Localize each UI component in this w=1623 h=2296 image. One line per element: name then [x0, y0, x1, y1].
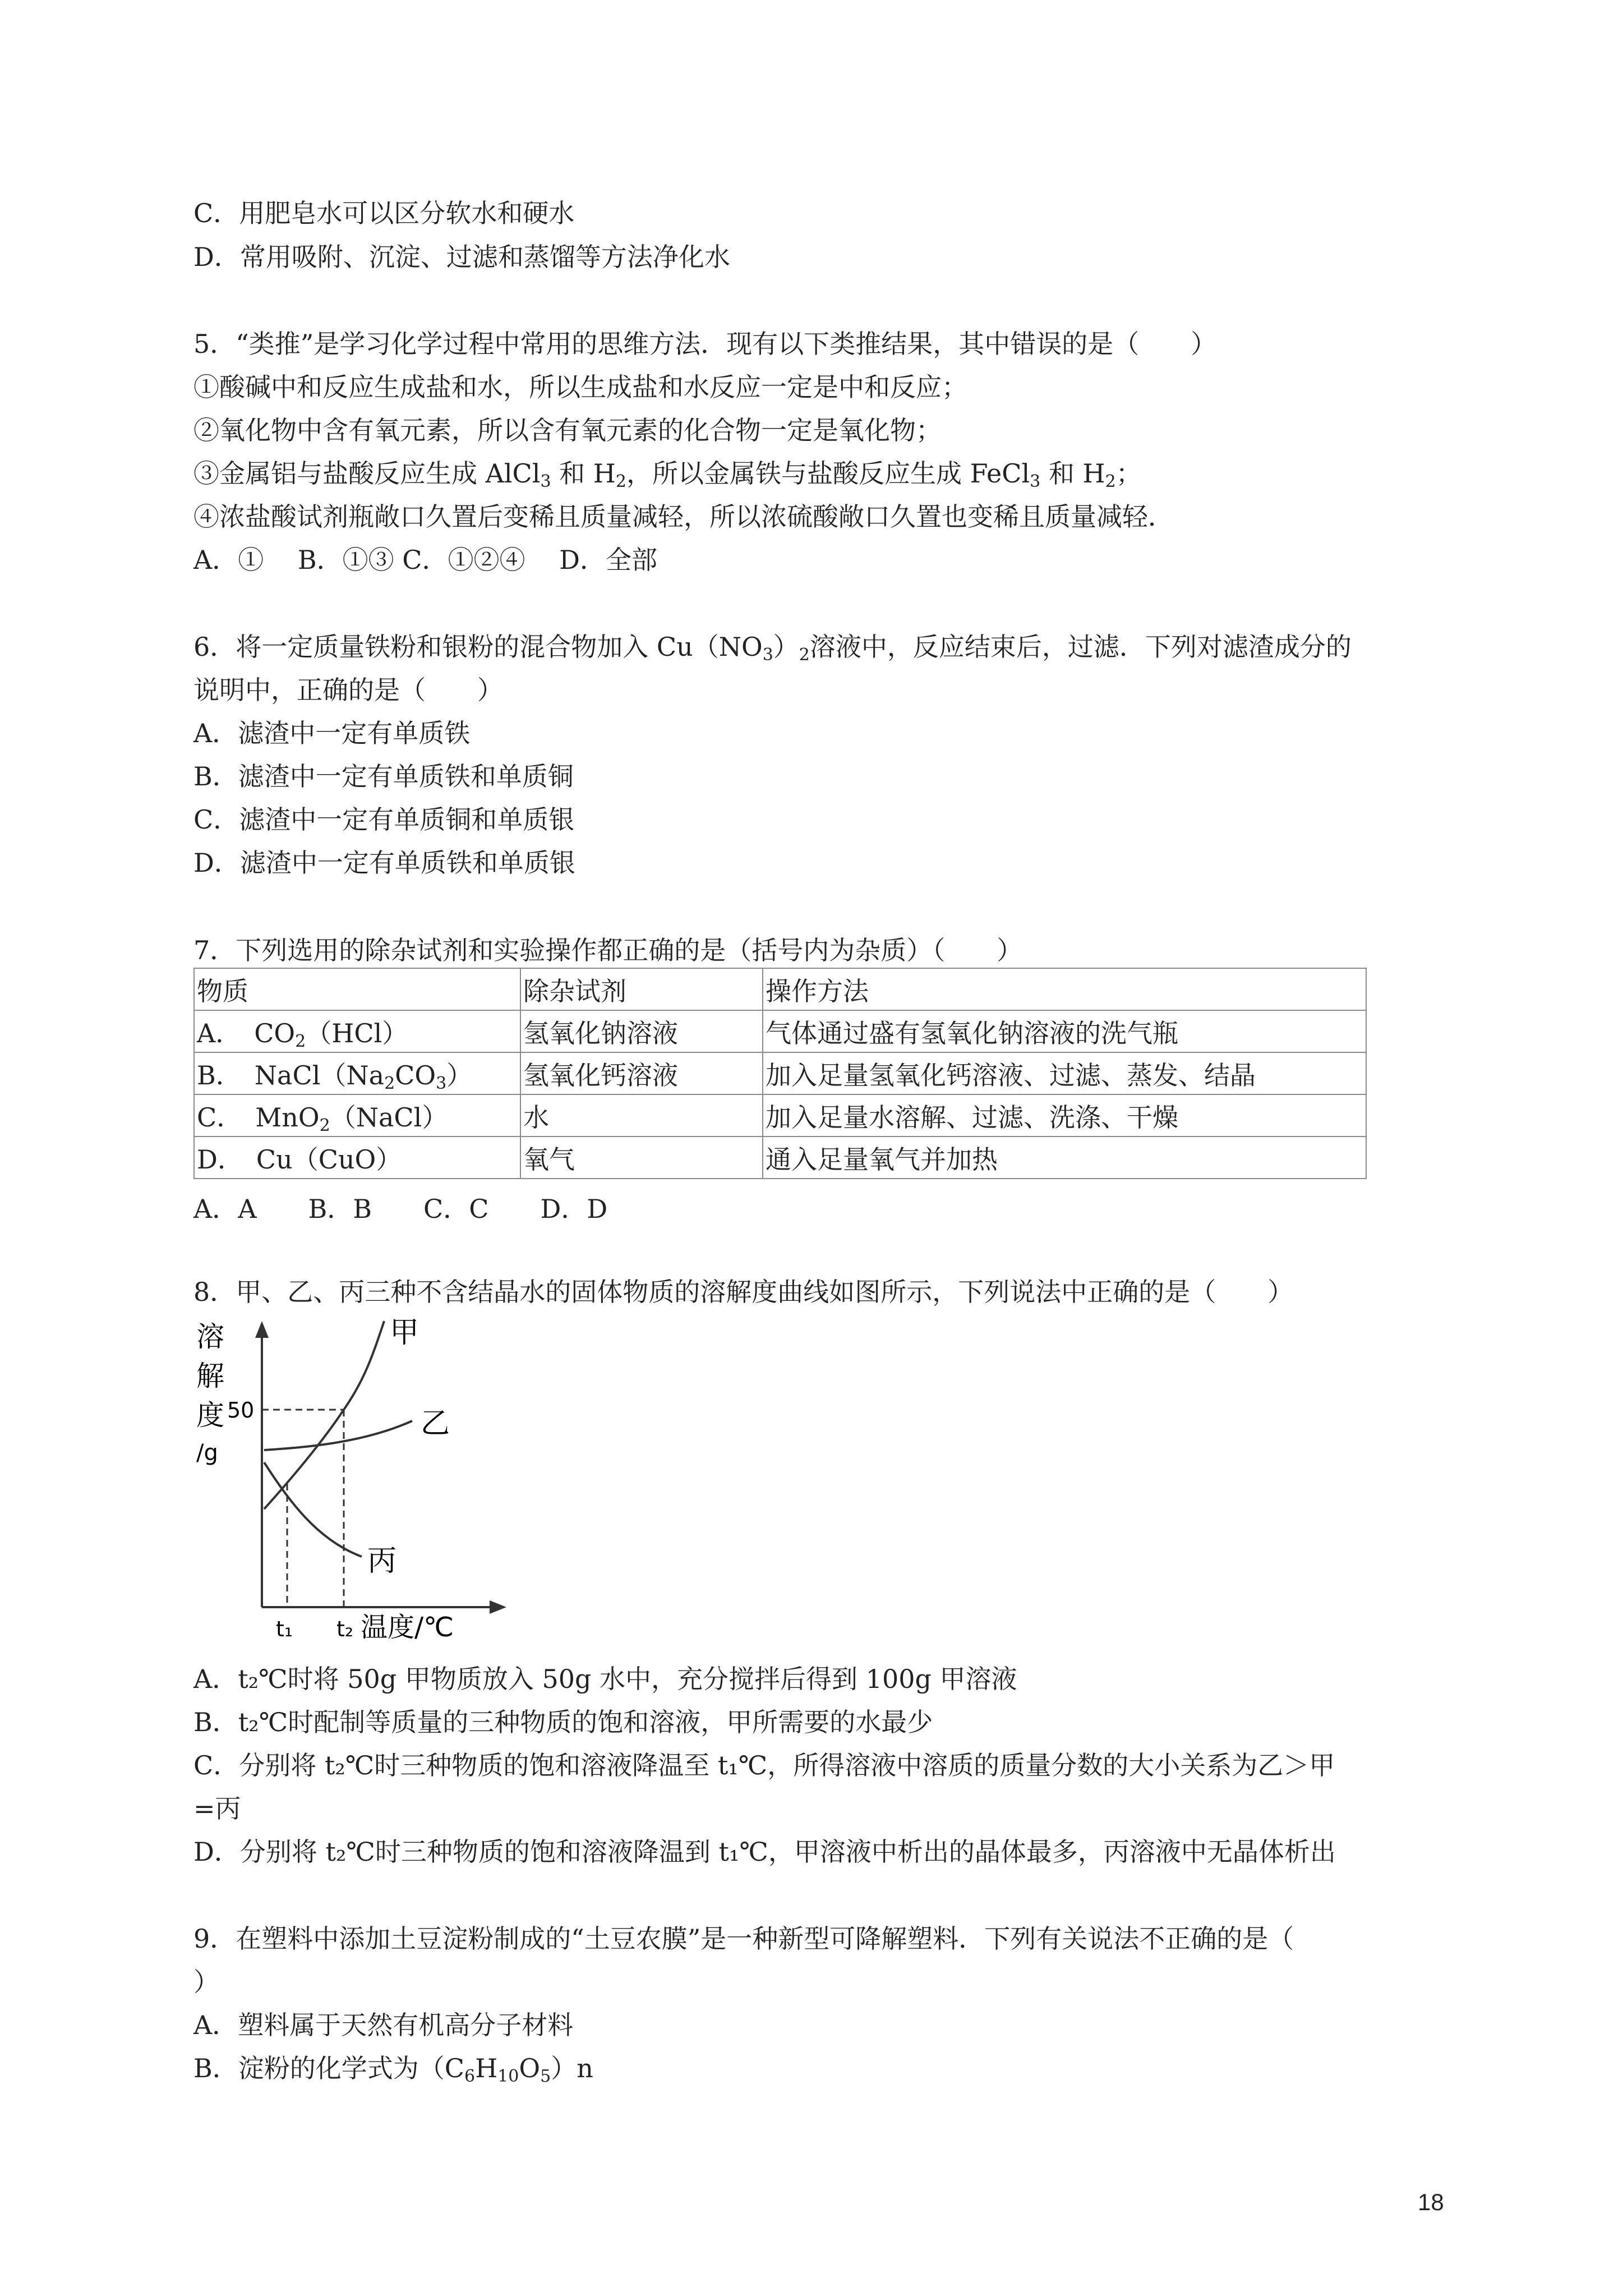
q9-option-b: B．淀粉的化学式为$(C_6H_{10}O_5)n$	[193, 2053, 593, 2086]
table-row	[194, 1010, 1366, 1052]
table-cell-substance: A． $CO_2(HCl)$	[194, 1010, 520, 1052]
table-header-cell: 操作方法	[763, 968, 1366, 1010]
y-label-char-2: 解	[196, 1360, 224, 1392]
table-cell-reagent: 氧气	[520, 1137, 763, 1179]
q6-option-a: A．滤渣中一定有单质铁	[193, 718, 471, 748]
table-cell-substance: C． MnO$_2$（NaCl）	[194, 1094, 520, 1137]
table-header-cell: 除杂试剂	[520, 968, 763, 1010]
q7-table	[193, 968, 1367, 1179]
q9-stem: 9．在塑料中添加土豆淀粉制成的“土豆农膜”是一种新型可降解塑料．下列有关说法不正确的是（	[193, 1924, 1294, 1954]
table-cell-method: 气体通过盛有氢氧化钠溶液的洗气瓶	[763, 1010, 1366, 1052]
q6-stem-line2: 说明中，正确的是（ ）	[193, 675, 503, 705]
y-tick-label: 50	[227, 1398, 255, 1423]
table-cell-method: 通入足量氧气并加热	[763, 1137, 1366, 1179]
table-cell-substance: D． Cu（CuO）	[194, 1137, 520, 1179]
page-number: 18	[1418, 2189, 1444, 2215]
q5-stem: 5．“类推”是学习化学过程中常用的思维方法．现有以下类推结果，其中错误的是（ ）	[193, 329, 1217, 359]
q4-option-c: C．用肥皂水可以区分软水和硬水	[193, 198, 575, 228]
q9-stem-cont: ）	[193, 1967, 219, 1997]
table-cell-reagent: 氢氧化钙溶液	[520, 1052, 763, 1094]
x-tick-label-t2: t₂	[336, 1617, 354, 1641]
x-tick-label-t1: t₁	[276, 1617, 293, 1641]
q6-option-b: B．滤渣中一定有单质铁和单质铜	[193, 761, 574, 792]
series-label-yi: 乙	[421, 1407, 450, 1441]
y-label-char-1: 溶	[196, 1320, 224, 1353]
q5-statement-1: ①酸碱中和反应生成盐和水，所以生成盐和水反应一定是中和反应；	[193, 372, 967, 402]
table-cell-method: 加入足量氢氧化钙溶液、过滤、蒸发、结晶	[763, 1052, 1366, 1094]
q6-option-c: C．滤渣中一定有单质铜和单质银	[193, 804, 575, 835]
q5-statement-4: ④浓盐酸试剂瓶敞口久置后变稀且质量减轻，所以浓硫酸敞口久置也变稀且质量减轻．	[193, 501, 1174, 532]
table-cell-reagent: 氢氧化钠溶液	[520, 1010, 763, 1052]
q5-statement-2: ②氧化物中含有氧元素，所以含有氧元素的化合物一定是氧化物；	[193, 415, 942, 445]
q7-options: A．A B．B C．C D．D	[193, 1194, 608, 1224]
series-label-jia: 甲	[390, 1316, 419, 1350]
q8-option-c-cont: =丙	[193, 1793, 241, 1824]
series-label-bing: 丙	[367, 1544, 397, 1578]
q8-option-b: B．t₂℃时配制等质量的三种物质的饱和溶液，甲所需要的水最少	[193, 1707, 933, 1737]
q9-option-a: A．塑料属于天然有机高分子材料	[193, 2010, 574, 2040]
q8-option-d: D．分别将 t₂℃时三种物质的饱和溶液降温到 t₁℃，甲溶液中析出的晶体最多，丙溶液中无晶体析出	[193, 1837, 1336, 1867]
y-label-char-3: 度	[196, 1399, 224, 1432]
q8-option-a: A．t₂℃时将 50g 甲物质放入 50g 水中，充分搅拌后得到 100g 甲溶液	[193, 1664, 1017, 1694]
solubility-chart	[193, 1315, 513, 1646]
table-row	[194, 1094, 1366, 1137]
chart-background	[193, 1315, 513, 1646]
q8-option-c: C．分别将 t₂℃时三种物质的饱和溶液降温至 t₁℃，所得溶液中溶质的质量分数的大小关系为乙＞甲	[193, 1750, 1335, 1780]
table-cell-substance: B． $NaCl(Na_2CO_3)$	[194, 1052, 520, 1094]
table-row	[194, 1137, 1366, 1179]
q7-stem: 7．下列选用的除杂试剂和实验操作都正确的是（括号内为杂质）（ ）	[193, 935, 1023, 965]
y-label-char-4: /g	[196, 1440, 218, 1466]
q6-stem: 6．将一定质量铁粉和银粉的混合物加入 $Cu(NO_3)_2$溶液中，反应结束后，过滤．下列对滤渣成分的	[193, 632, 1352, 665]
table-cell-reagent: 水	[520, 1094, 763, 1137]
q5-options: A．① B．①③ C．①②④ D．全部	[193, 545, 657, 575]
table-cell-method: 加入足量水溶解、过滤、洗涤、干燥	[763, 1094, 1366, 1137]
table-header-cell: 物质	[194, 968, 520, 1010]
q6-option-d: D．滤渣中一定有单质铁和单质银	[193, 848, 575, 878]
x-axis-label: 温度/℃	[361, 1612, 454, 1643]
table-row	[194, 1052, 1366, 1094]
q5-statement-3: ③金属铝与盐酸反应生成 AlCl$_3$ 和 $H_2$，所以金属铁与盐酸反应生成 FeCl$_3$ 和 $H_2$；	[193, 458, 1142, 491]
q8-stem: 8．甲、乙、丙三种不含结晶水的固体物质的溶解度曲线如图所示，下列说法中正确的是（ ）	[193, 1277, 1294, 1307]
table-header-row	[194, 968, 1366, 1010]
q4-option-d: D．常用吸附、沉淀、过滤和蒸馏等方法净化水	[193, 242, 730, 272]
